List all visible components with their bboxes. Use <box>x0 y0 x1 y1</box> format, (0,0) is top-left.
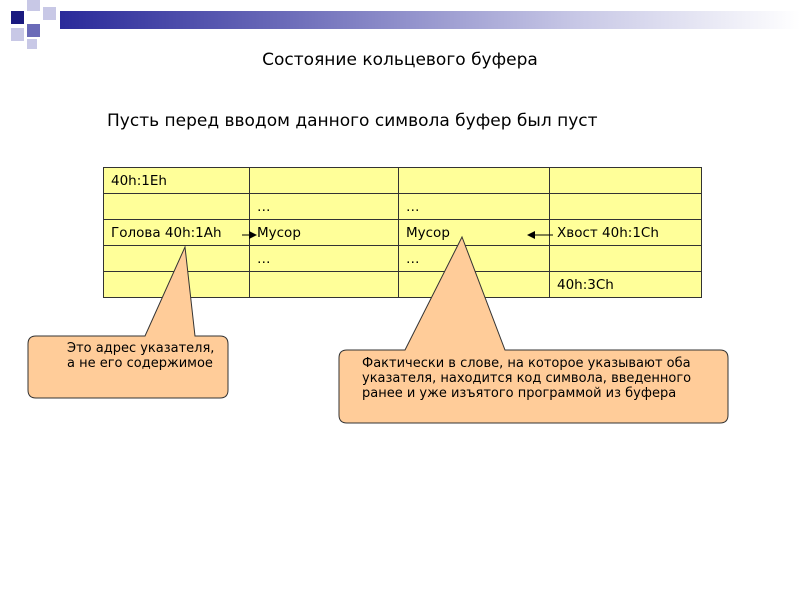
table-cell: … <box>399 194 550 220</box>
garbage-cell: Мусор <box>399 220 550 246</box>
page-subtitle: Пусть перед вводом данного символа буфер был пуст <box>107 111 598 131</box>
left-callout-shape <box>28 247 228 398</box>
right-callout-text: Фактически в слове, на которое указывают оба указателя, находится код символа, введенного ранее и уже изъятого программой из буфера <box>362 356 692 401</box>
garbage-cell: Мусор <box>250 220 399 246</box>
table-cell: 40h:1Eh <box>104 168 250 194</box>
left-callout-text: Это адрес указателя, а не его содержимое <box>67 341 215 371</box>
table-cell: 40h:3Ch <box>550 272 702 298</box>
tail-pointer-cell: Хвост 40h:1Ch <box>550 220 702 246</box>
head-pointer-cell: Голова 40h:1Ah <box>104 220 250 246</box>
table-cell: … <box>250 246 399 272</box>
page-title: Состояние кольцевого буфера <box>262 50 538 70</box>
table-cell: … <box>399 246 550 272</box>
table-cell: … <box>250 194 399 220</box>
